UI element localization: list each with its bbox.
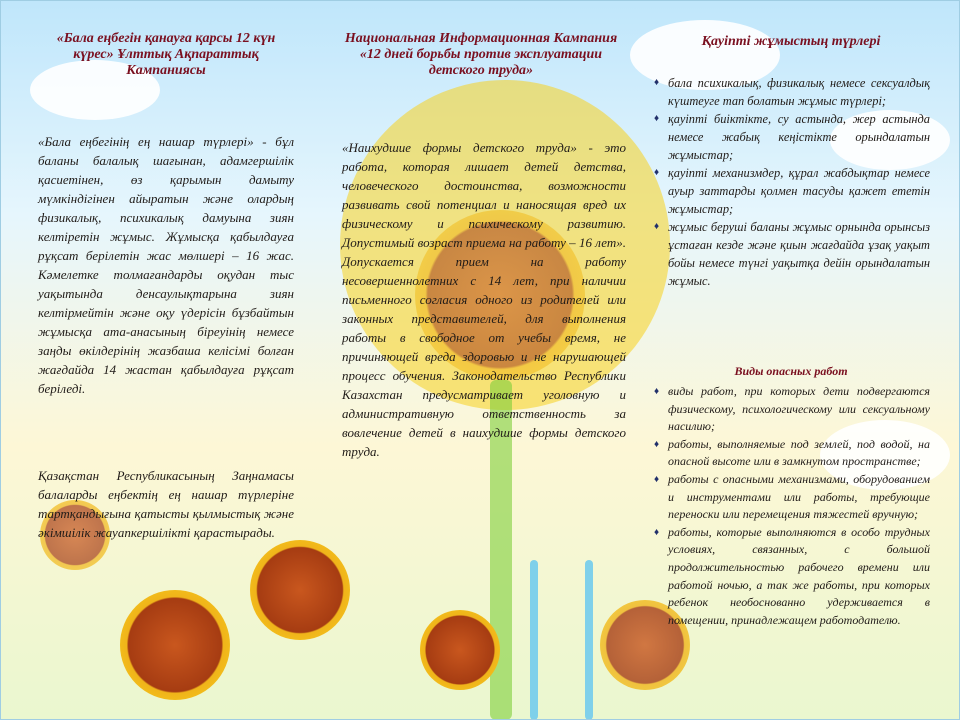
russian-definition-paragraph: «Наихудшие формы детского труда» - это работа, которая лишает детей детства, человеческого достоинства, возможности развивать свой потенциал и наносящая вред их физическому и психическому развитию. Допустимый возраст приема на работу – 16 лет». Допускается прием на работу несовершеннолетних с 14 лет, при наличии письменного согласия одного из родителей или законных представителей, для выполнения работы в свободное от учебы время, не причиняющей вреда здоровью и не нарушающей процесс обучения. Законодательство Республики Казахстан предусматривает уголовную и административную ответственность за вовлечение детей в наихудшие формы детского труда. — [342, 140, 626, 459]
list-item: ♦ работы с опасными механизмами, оборудованием и инструментами или работы, требующие переноски или перемещения тяжестей вручную; — [654, 471, 930, 522]
diamond-bullet-icon: ♦ — [654, 526, 660, 538]
kazakh-campaign-heading: «Бала еңбегін қанауға қарсы 12 күн күрес» Ұлттық Ақпараттық Кампаниясы — [56, 31, 276, 78]
diamond-bullet-icon: ♦ — [654, 386, 660, 397]
hazardous-work-list-kz — [652, 74, 930, 290]
diamond-bullet-icon: ♦ — [654, 167, 660, 178]
list-item: ♦ виды работ, при которых дети подвергаются физическому, психологическому или сексуальному насилию; — [654, 384, 930, 434]
diamond-bullet-icon: ♦ — [654, 113, 660, 124]
hazardous-work-heading-ru: Виды опасных работ — [734, 364, 848, 378]
list-item: ♦ қауіпті биіктікте, су астында, жер астында немесе жабық кеңістікте орындалатын жұмыстар; — [654, 112, 930, 162]
diamond-bullet-icon: ♦ — [654, 77, 660, 88]
list-item: ♦ бала психикалық, физикалық немесе сексуалдық күштеуге тап болатын жұмыс түрлері; — [654, 76, 930, 108]
kazakh-legislation-paragraph: Қазақстан Республикасының Заңнамасы балаларды еңбектің ең нашар түрлеріне тартқандығына қатысты қылмыстық және әкімшілік жауапкершілікті қарастырады. — [38, 468, 294, 540]
diamond-bullet-icon: ♦ — [654, 221, 660, 232]
diamond-bullet-icon: ♦ — [654, 473, 660, 485]
list-item: ♦ қауіпті механизмдер, құрал жабдықтар немесе ауыр заттарды қолмен тасуды қажет ететін жұмыстар; — [654, 166, 930, 216]
kazakh-column — [38, 0, 294, 720]
diamond-bullet-icon: ♦ — [654, 438, 660, 450]
hazardous-work-list-ru — [652, 383, 930, 629]
list-item: ♦ работы, которые выполняются в особо трудных условиях, связанных, с большой продолжительностью рабочего времени или работой ночью, а так же работы, при которых ребенок необоснованно удерживается в помещении, принадлежащем работодателю. — [654, 524, 930, 627]
russian-campaign-heading: Национальная Информационная Кампания «12 дней борьбы против эксплуатации детского труда» — [344, 31, 618, 78]
list-item: ♦ жұмыс беруші баланы жұмыс орнында орынсыз ұстаған кезде және қиын жағдайда ұзақ уақыт бойы немесе түнгі уақытқа дейін орындалатын жұмыс. — [654, 220, 930, 288]
hazardous-work-column — [652, 0, 930, 720]
kazakh-definition-paragraph: «Бала еңбегінің ең нашар түрлері» - бұл баланы балалық шағынан, адамгершілік қасиетінен, өз қарымын дамыту мүмкіндігінен айыратын және олардың физикалық, психикалық дамуына зиян келтіретін жұмыс. Жұмысқа қабылдауға рұқсат берілетін жас мөлшері – 16 жас. Кәмелетке толмағандарды оқудан тыс уақытында денсаулықтарына зиян келтірмейтін және оқу үдерісін бұзбайтын жұмысқа ата-анасының біреуінің немесе заңды өкілдерінің жазбаша келісімі болған жағдайда 14 жастан қабылдауға рұқсат беріледі. — [38, 134, 294, 396]
list-item: ♦ работы, выполняемые под землей, под водой, на опасной высоте или в замкнутом пространстве; — [654, 436, 930, 469]
russian-column — [336, 0, 626, 720]
hazardous-work-heading-kz: Қауіпті жұмыстың түрлері — [701, 34, 881, 49]
